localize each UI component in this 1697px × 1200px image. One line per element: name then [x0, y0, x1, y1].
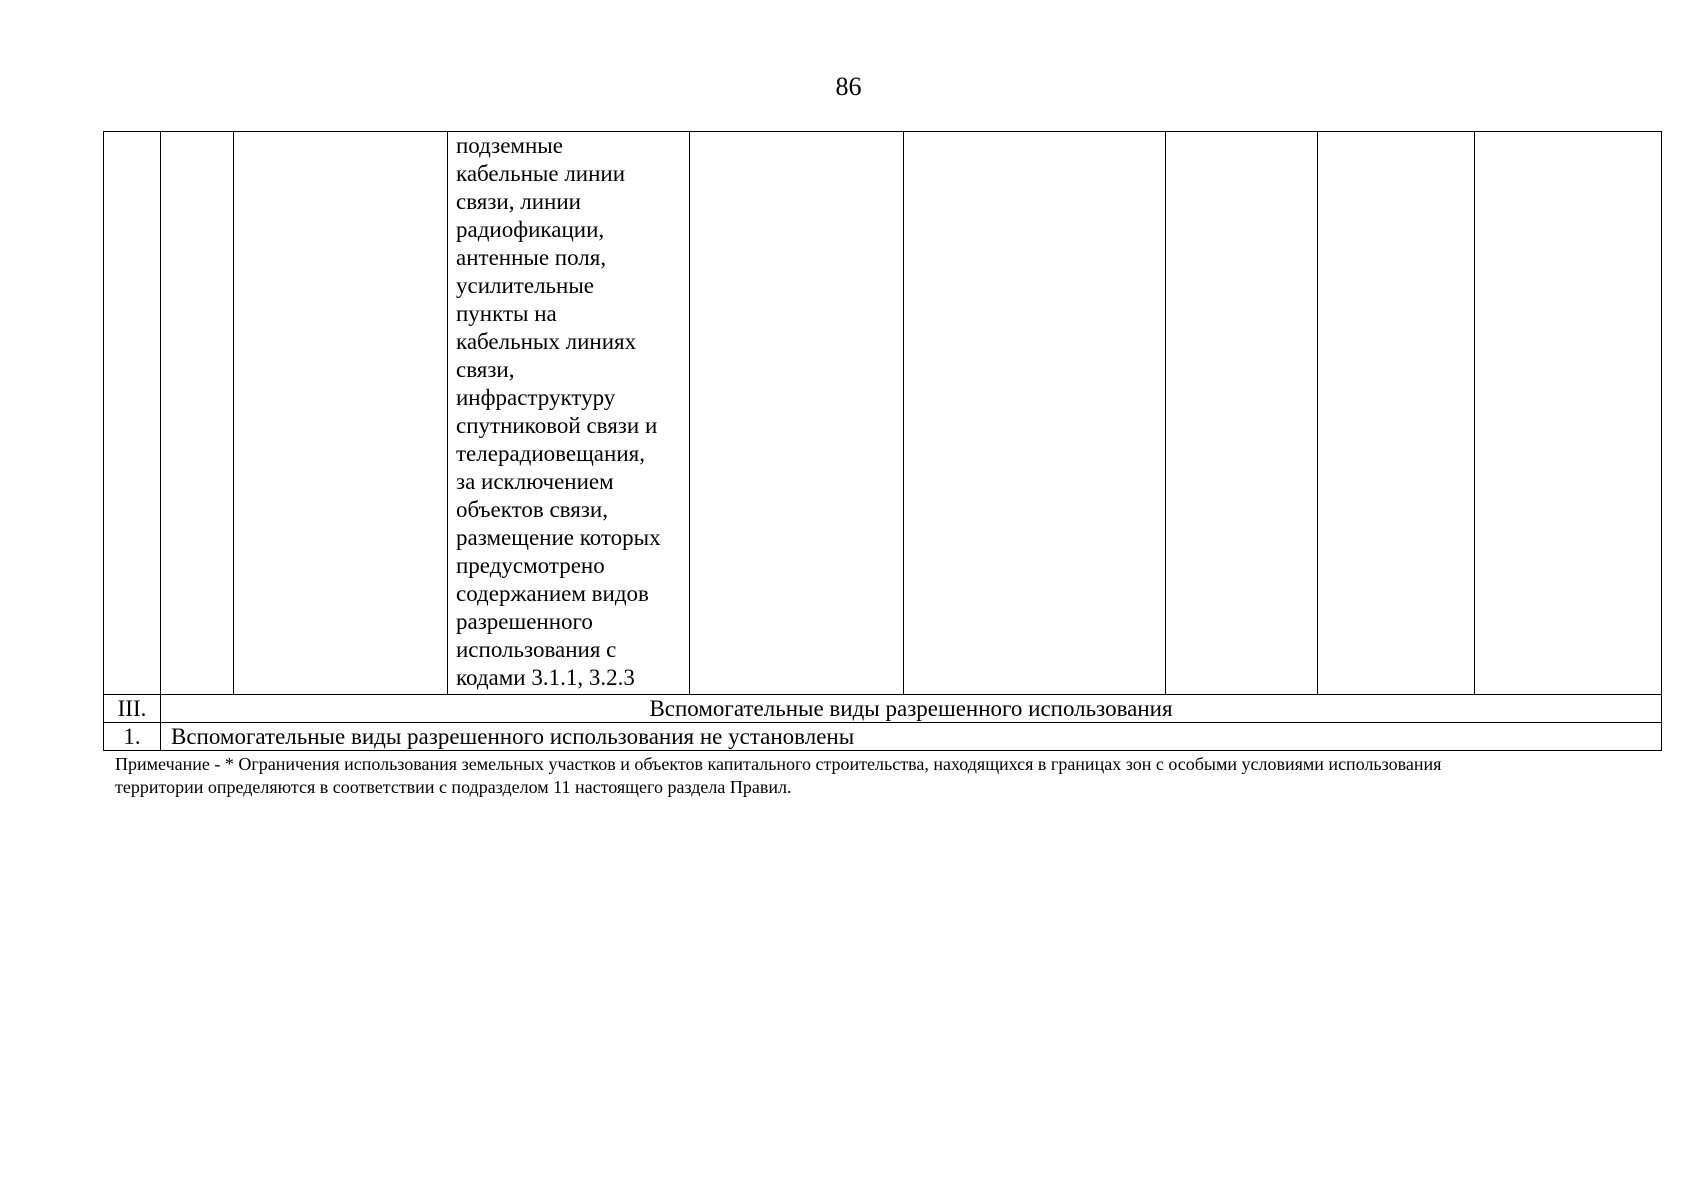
- section-title: Вспомогательные виды разрешенного использования: [161, 695, 1662, 723]
- footnote-line-2: территории определяются в соответствии с подразделом 11 настоящего раздела Правил.: [115, 777, 792, 797]
- description-line: усилительные: [456, 273, 594, 298]
- description-line: использования с: [456, 637, 617, 662]
- description-line: кабельных линиях: [456, 329, 637, 354]
- description-line: телерадиовещания,: [456, 441, 645, 466]
- description-line: связи,: [456, 357, 515, 382]
- cell-col-3: [234, 132, 448, 695]
- item-text: Вспомогательные виды разрешенного использования не установлены: [161, 723, 1662, 751]
- description-line: кабельные линии: [456, 161, 626, 186]
- description-line: разрешенного: [456, 609, 593, 634]
- page-number: 86: [835, 72, 862, 101]
- cell-col-6: [904, 132, 1166, 695]
- description-line: радиофикации,: [456, 217, 605, 242]
- cell-col-1: [104, 132, 161, 695]
- description-line: объектов связи,: [456, 497, 608, 522]
- footnote-line-1: Примечание - * Ограничения использования земельных участков и объектов капитального строительства, находящихся в границах зон с особыми условиями использования: [115, 754, 1442, 774]
- description-line: спутниковой связи и: [456, 413, 658, 438]
- land-use-table: [103, 131, 1662, 751]
- table-row-section-header: [104, 695, 1662, 723]
- description-line: подземные: [456, 133, 563, 158]
- description-line: за исключением: [456, 469, 614, 494]
- section-number: III.: [104, 695, 161, 723]
- description-line: кодами 3.1.1, 3.2.3: [456, 665, 635, 690]
- cell-col-5: [690, 132, 904, 695]
- description-line: инфраструктуру: [456, 385, 616, 410]
- footnote: [115, 753, 1645, 799]
- description-line: размещение которых: [456, 525, 661, 550]
- description-line: содержанием видов: [456, 581, 649, 606]
- description-line: связи, линии: [456, 189, 581, 214]
- cell-col-9: [1475, 132, 1662, 695]
- description-line: пункты на: [456, 301, 557, 326]
- cell-col-8: [1318, 132, 1475, 695]
- table-row-continued: [104, 132, 1662, 695]
- table-row-item: [104, 723, 1662, 751]
- description-line: предусмотрено: [456, 553, 605, 578]
- description-line: антенные поля,: [456, 245, 607, 270]
- cell-col-7: [1166, 132, 1318, 695]
- cell-col-2: [161, 132, 234, 695]
- item-number: 1.: [104, 723, 161, 751]
- cell-description: [448, 132, 690, 695]
